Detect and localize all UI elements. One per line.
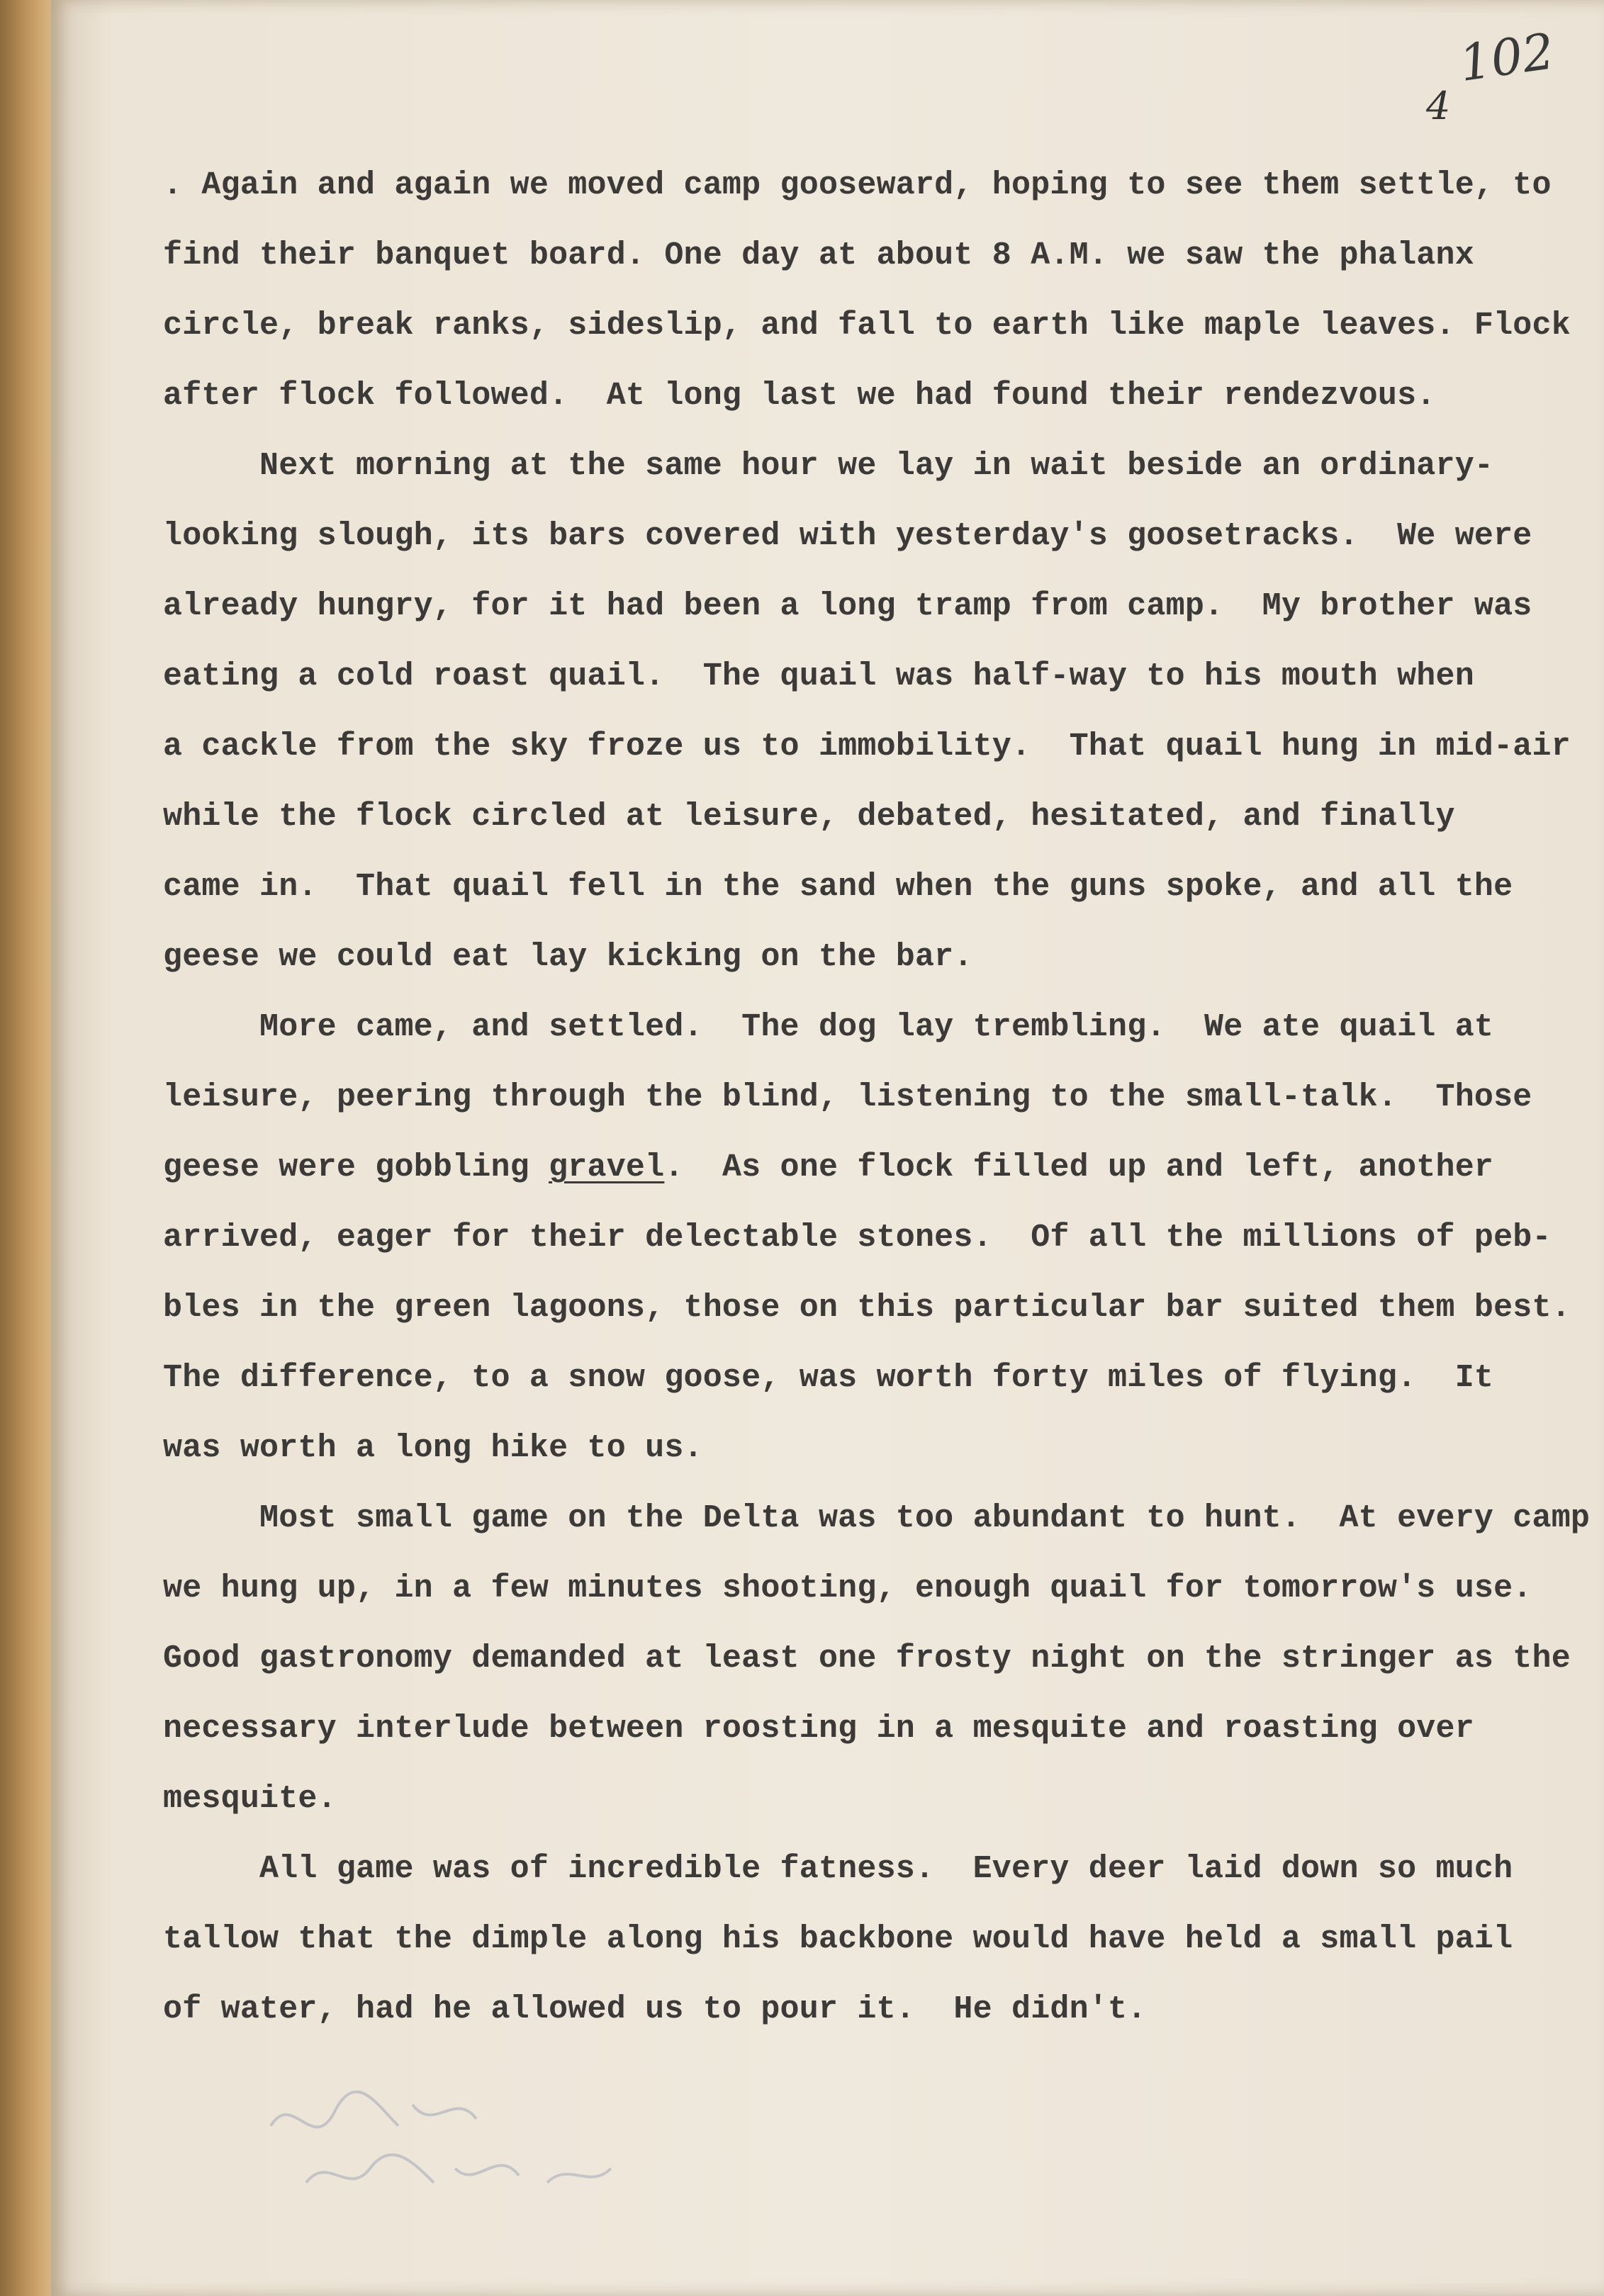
text-line: while the flock circled at leisure, debated, hesitated, and finally: [163, 799, 1455, 835]
text-line: eating a cold roast quail. The quail was half-way to his mouth when: [163, 658, 1474, 694]
text-line: leisure, peering through the blind, listening to the small-talk. Those: [163, 1079, 1532, 1115]
text-line: [163, 1139, 1494, 1210]
text-line: after flock followed. At long last we had found their rendezvous.: [163, 378, 1436, 414]
text-line: All game was of incredible fatness. Every deer laid down so much: [163, 1851, 1513, 1887]
pencil-scribble: [264, 2062, 760, 2204]
text-line: looking slough, its bars covered with yesterday's goosetracks. We were: [163, 518, 1532, 554]
text-line: we hung up, in a few minutes shooting, enough quail for tomorrow's use.: [163, 1570, 1532, 1606]
text-line: already hungry, for it had been a long tramp from camp. My brother was: [163, 588, 1532, 624]
text-line: More came, and settled. The dog lay trembling. We ate quail at: [163, 1009, 1494, 1045]
text-line: came in. That quail fell in the sand when the guns spoke, and all the: [163, 869, 1513, 905]
text-line: Good gastronomy demanded at least one frosty night on the stringer as the: [163, 1641, 1571, 1677]
text-line: . Again and again we moved camp gooseward, hoping to see them settle, to: [163, 167, 1552, 203]
typewritten-page: [51, 0, 1604, 2296]
underlined-word: gravel: [549, 1149, 665, 1186]
text-line: bles in the green lagoons, those on this particular bar suited them best.: [163, 1290, 1571, 1326]
text-line: of water, had he allowed us to pour it. He didn't.: [163, 1991, 1147, 2027]
page-number: 4: [1426, 84, 1451, 128]
text-line: circle, break ranks, sideslip, and fall to earth like maple leaves. Flock: [163, 308, 1571, 344]
text-line: Next morning at the same hour we lay in wait beside an ordinary-: [163, 448, 1494, 484]
text-fragment: . As one flock filled up and left, another: [664, 1149, 1494, 1186]
text-line: necessary interlude between roosting in a mesquite and roasting over: [163, 1711, 1474, 1747]
text-line: arrived, eager for their delectable stones. Of all the millions of peb-: [163, 1220, 1552, 1256]
body-text: [163, 157, 1591, 2052]
text-line: find their banquet board. One day at about 8 A.M. we saw the phalanx: [163, 237, 1474, 274]
text-line: a cackle from the sky froze us to immobility. That quail hung in mid-air: [163, 728, 1571, 765]
text-line: tallow that the dimple along his backbone would have held a small pail: [163, 1921, 1513, 1957]
text-line: was worth a long hike to us.: [163, 1430, 703, 1466]
handwritten-folio-number: 102: [1456, 22, 1559, 93]
book-spine-shadow: [0, 0, 57, 2296]
text-line: mesquite.: [163, 1781, 337, 1817]
text-line: The difference, to a snow goose, was worth forty miles of flying. It: [163, 1360, 1494, 1396]
text-line: geese we could eat lay kicking on the bar.: [163, 939, 973, 975]
text-fragment: geese were gobbling: [163, 1149, 549, 1186]
text-line: Most small game on the Delta was too abundant to hunt. At every camp: [163, 1500, 1591, 1536]
